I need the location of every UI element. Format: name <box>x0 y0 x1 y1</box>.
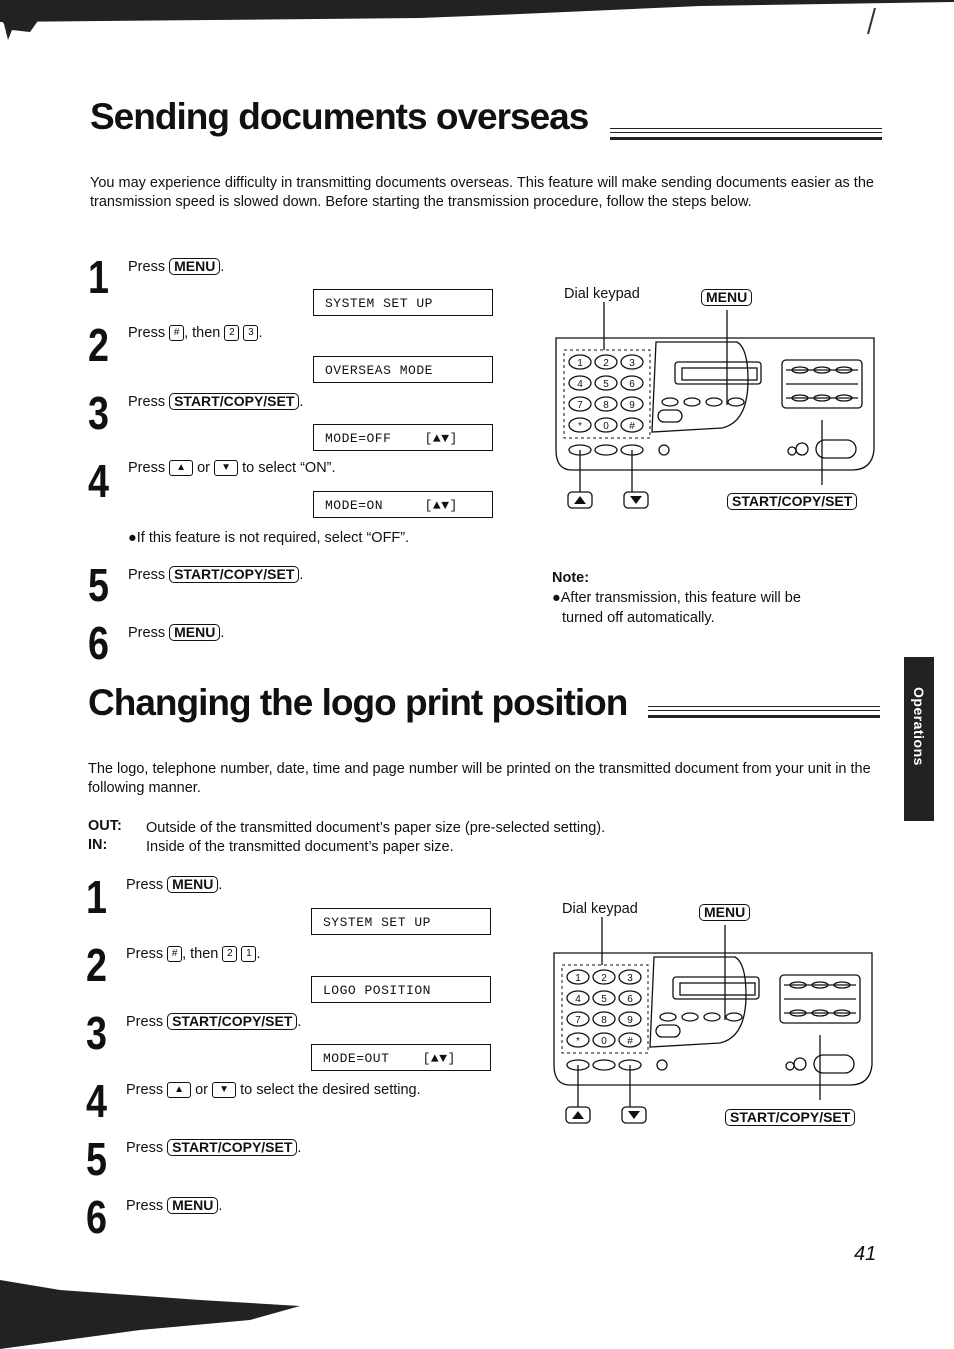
svg-text:8: 8 <box>603 400 609 411</box>
step-text: Press MENU . <box>128 624 225 641</box>
display-panel: OVERSEAS MODE <box>313 356 493 383</box>
step-text: Press MENU . <box>126 876 223 893</box>
section-title: Sending documents overseas <box>90 96 589 137</box>
svg-text:*: * <box>578 421 582 432</box>
step-text: Press # , then 2 3 . <box>128 325 263 341</box>
display-panel: SYSTEM SET UP <box>311 908 491 935</box>
step-number: 3 <box>86 1007 107 1059</box>
hash-key: # <box>169 325 184 341</box>
step-text: Press ▲ or ▼ to select the desired setting. <box>126 1082 421 1098</box>
svg-text:2: 2 <box>603 358 609 369</box>
svg-text:1: 1 <box>577 358 583 369</box>
svg-text:2: 2 <box>601 973 607 984</box>
step-number: 5 <box>88 559 109 611</box>
step-text: Press START/COPY/SET . <box>128 393 304 410</box>
title-rule <box>610 128 882 140</box>
hash-key: # <box>167 946 182 962</box>
start-copy-set-key: START/COPY/SET <box>169 393 299 410</box>
svg-text:9: 9 <box>629 400 635 411</box>
dial-keypad-label: Dial keypad <box>562 901 638 917</box>
digit-key: 2 <box>224 325 239 341</box>
svg-text:#: # <box>629 421 635 432</box>
note-line: turned off automatically. <box>562 610 715 626</box>
svg-text:*: * <box>576 1036 580 1047</box>
svg-text:5: 5 <box>601 994 607 1005</box>
note-line: ●After transmission, this feature will be <box>552 590 801 606</box>
menu-key-label: MENU <box>701 289 752 306</box>
digit-key: 3 <box>243 325 258 341</box>
menu-key: MENU <box>167 876 218 893</box>
fax-panel-diagram <box>552 300 882 515</box>
down-arrow-key: ▼ <box>212 1082 236 1098</box>
menu-key: MENU <box>169 258 220 275</box>
digit-key: 2 <box>222 946 237 962</box>
note-title: Note: <box>552 570 590 586</box>
svg-text:0: 0 <box>601 1036 607 1047</box>
svg-text:8: 8 <box>601 1015 607 1026</box>
up-arrow-key: ▲ <box>167 1082 191 1098</box>
start-copy-set-label: START/COPY/SET <box>725 1109 855 1126</box>
display-panel: SYSTEM SET UP <box>313 289 493 316</box>
step-number: 3 <box>88 387 109 439</box>
svg-text:0: 0 <box>603 421 609 432</box>
menu-key-label: MENU <box>699 904 750 921</box>
svg-text:4: 4 <box>575 994 581 1005</box>
svg-text:6: 6 <box>629 379 635 390</box>
svg-text:9: 9 <box>627 1015 633 1026</box>
svg-text:4: 4 <box>577 379 583 390</box>
step-text: Press # , then 2 1 . <box>126 946 261 962</box>
svg-text:7: 7 <box>575 1015 581 1026</box>
out-label: OUT: <box>88 818 122 834</box>
section-title: Changing the logo print position <box>88 682 628 723</box>
svg-text:3: 3 <box>627 973 633 984</box>
digit-key: 1 <box>241 946 256 962</box>
side-tab: Operations <box>904 657 934 821</box>
step-number: 4 <box>86 1075 107 1127</box>
intro-paragraph: You may experience difficulty in transmitting documents overseas. This feature will make sending documents easier as the transmission speed is slowed down. Before starting the transmission procedure, follow the steps below. <box>90 175 874 210</box>
step-number: 2 <box>88 319 109 371</box>
bullet-note: ●If this feature is not required, select “OFF”. <box>128 530 410 546</box>
step-text: Press START/COPY/SET . <box>128 566 304 583</box>
step-text: Press START/COPY/SET . <box>126 1139 302 1156</box>
svg-text:1: 1 <box>575 973 581 984</box>
display-panel: MODE=OFF [▲▼] <box>313 424 493 451</box>
page-number: 41 <box>854 1243 877 1265</box>
step-text: Press START/COPY/SET . <box>126 1013 302 1030</box>
step-text: Press MENU . <box>128 258 225 275</box>
display-panel: MODE=ON [▲▼] <box>313 491 493 518</box>
display-panel: MODE=OUT [▲▼] <box>311 1044 491 1071</box>
svg-text:#: # <box>627 1036 633 1047</box>
in-text: Inside of the transmitted document’s paper size. <box>146 839 454 855</box>
svg-text:7: 7 <box>577 400 583 411</box>
step-text: Press ▲ or ▼ to select “ON”. <box>128 460 336 476</box>
out-text: Outside of the transmitted document’s paper size (pre-selected setting). <box>146 820 606 836</box>
step-number: 2 <box>86 939 107 991</box>
step-number: 6 <box>88 617 109 669</box>
title-rule <box>648 706 880 718</box>
scan-artifact-top <box>0 0 954 40</box>
in-label: IN: <box>88 837 108 853</box>
scan-artifact-bottom <box>0 1270 954 1349</box>
step-number: 4 <box>88 455 109 507</box>
svg-text:5: 5 <box>603 379 609 390</box>
start-copy-set-key: START/COPY/SET <box>169 566 299 583</box>
intro-paragraph: The logo, telephone number, date, time and page number will be printed on the transmitted document from your unit in the following manner. <box>88 761 871 796</box>
svg-text:3: 3 <box>629 358 635 369</box>
dial-keypad-label: Dial keypad <box>564 286 640 302</box>
up-arrow-key: ▲ <box>169 460 193 476</box>
step-number: 5 <box>86 1133 107 1185</box>
step-number: 1 <box>86 871 107 923</box>
fax-panel-diagram <box>550 915 880 1130</box>
step-number: 6 <box>86 1191 107 1243</box>
down-arrow-key: ▼ <box>214 460 238 476</box>
start-copy-set-key: START/COPY/SET <box>167 1013 297 1030</box>
svg-text:6: 6 <box>627 994 633 1005</box>
menu-key: MENU <box>167 1197 218 1214</box>
display-panel: LOGO POSITION <box>311 976 491 1003</box>
start-copy-set-key: START/COPY/SET <box>167 1139 297 1156</box>
start-copy-set-label: START/COPY/SET <box>727 493 857 510</box>
menu-key: MENU <box>169 624 220 641</box>
step-number: 1 <box>88 251 109 303</box>
step-text: Press MENU . <box>126 1197 223 1214</box>
